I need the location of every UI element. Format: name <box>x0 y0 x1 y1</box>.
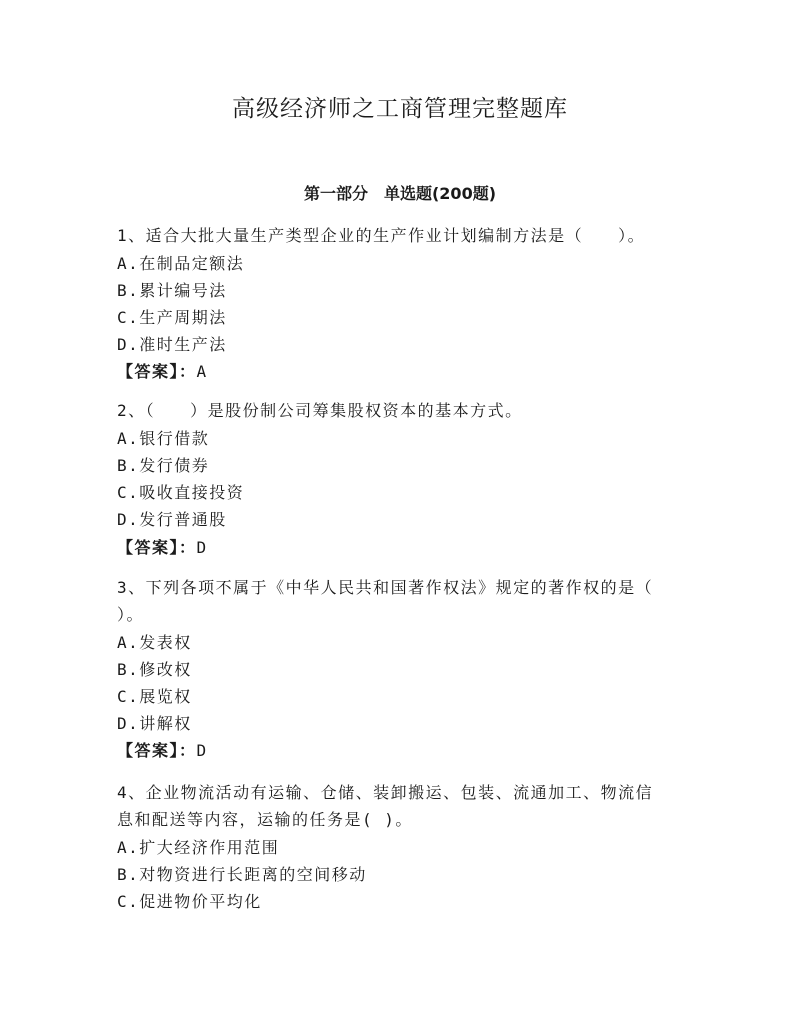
question-1-option-c: C.生产周期法 <box>117 308 227 327</box>
answer-value: A <box>196 362 208 381</box>
question-4-option-a: A.扩大经济作用范围 <box>117 838 280 857</box>
question-3-stem-line-2: ）。 <box>117 605 145 624</box>
answer-value: D <box>196 741 208 760</box>
question-4-stem-line-2: 息和配送等内容，运输的任务是( )。 <box>117 810 413 829</box>
question-2-option-a: A.银行借款 <box>117 429 210 448</box>
question-2-option-b: B.发行债券 <box>117 456 210 475</box>
question-1-answer <box>117 362 208 382</box>
question-3-answer <box>117 741 208 761</box>
question-2-answer <box>117 538 208 558</box>
question-1-option-b: B.累计编号法 <box>117 281 227 300</box>
question-3-option-a: A.发表权 <box>117 633 192 652</box>
question-2-option-d: D.发行普通股 <box>117 510 227 529</box>
question-1-stem: 1、适合大批大量生产类型企业的生产作业计划编制方法是（ ）。 <box>117 226 646 245</box>
document-title: 高级经济师之工商管理完整题库 <box>232 96 568 122</box>
question-4-stem-line-1: 4、企业物流活动有运输、仓储、装卸搬运、包装、流通加工、物流信 <box>117 783 654 802</box>
question-3-stem-line-1: 3、下列各项不属于《中华人民共和国著作权法》规定的著作权的是（ <box>117 578 654 597</box>
answer-label: 【答案】： <box>117 741 197 760</box>
question-1-option-a: A.在制品定额法 <box>117 254 245 273</box>
question-3-option-b: B.修改权 <box>117 660 192 679</box>
question-3-option-d: D.讲解权 <box>117 714 192 733</box>
question-2-stem: 2、（ ）是股份制公司筹集股权资本的基本方式。 <box>117 401 523 420</box>
question-1-option-d: D.准时生产法 <box>117 335 227 354</box>
question-3-option-c: C.展览权 <box>117 687 192 706</box>
section-heading-main: 第一部分 <box>303 184 368 203</box>
answer-label: 【答案】： <box>117 362 197 381</box>
answer-label: 【答案】： <box>117 538 197 557</box>
question-4-option-b: B.对物资进行长距离的空间移动 <box>117 865 367 884</box>
answer-value: D <box>196 538 208 557</box>
section-heading <box>0 181 800 204</box>
question-2-option-c: C.吸收直接投资 <box>117 483 245 502</box>
section-heading-sub: 单选题(200题) <box>383 184 497 203</box>
question-4-option-c: C.促进物价平均化 <box>117 892 262 911</box>
